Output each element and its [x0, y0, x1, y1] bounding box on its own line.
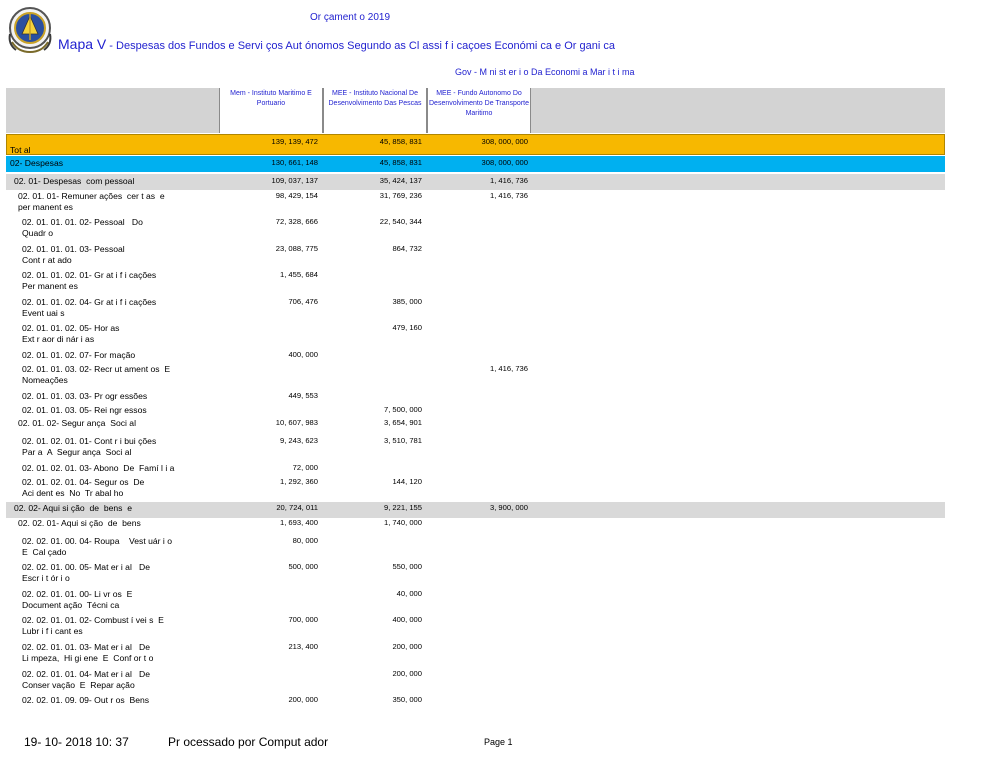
footer-page-number: Page 1 — [484, 737, 513, 747]
row-value-col2: 45, 858, 831 — [379, 137, 422, 146]
row-value-col1: 1, 693, 400 — [279, 518, 318, 527]
row-value-col1: 72, 328, 666 — [275, 217, 318, 226]
row-value-col1: 20, 724, 011 — [276, 503, 318, 512]
row-label: 02. 02. 01. 09. 09- Out r os Bens — [22, 695, 150, 705]
row-value-col1: 700, 000 — [288, 615, 318, 624]
map-title — [58, 36, 615, 52]
row-value-col2: 7, 500, 000 — [383, 405, 422, 414]
column-header-indp: MEE - Instituto Nacional De Desenvolvimento Das Pescas — [323, 88, 427, 133]
row-value-col2: 40, 000 — [396, 589, 422, 598]
row-value-col1: 1, 455, 684 — [279, 270, 318, 279]
row-label: 02. 02. 01. 01. 04- Mat er i al De Conser vação E Repar ação — [22, 669, 151, 690]
row-value-col2: 385, 000 — [392, 297, 422, 306]
row-value-col2: 3, 654, 901 — [383, 418, 422, 427]
row-label: 02. 01. 01. 03. 03- Pr ogr essões — [22, 391, 148, 401]
row-label: 02. 01. 02. 01. 03- Abono De Famí l i a — [22, 463, 175, 473]
row-value-col1: 98, 429, 154 — [275, 191, 318, 200]
row-value-col1: 500, 000 — [288, 562, 318, 571]
row-label: 02. 01. 02- Segur ança Soci al — [18, 418, 137, 428]
row-value-col2: 479, 160 — [392, 323, 422, 332]
table-header-band — [6, 88, 945, 133]
row-value-col2: 864, 732 — [392, 244, 422, 253]
row-label: 02. 02. 01. 00. 04- Roupa Vest uár i o E Cal çado — [22, 536, 173, 557]
budget-title: Or çament o 2019 — [309, 12, 391, 23]
row-value-col2: 35, 424, 137 — [379, 176, 422, 185]
footer-processed: Pr ocessado por Comput ador — [168, 735, 329, 749]
row-value-col2: 3, 510, 781 — [383, 436, 422, 445]
row-value-col1: 139, 139, 472 — [271, 137, 318, 146]
row-label: 02. 01. 02. 01. 04- Segur os De Aci dent es No Tr abal ho — [22, 477, 145, 498]
row-label: Tot al — [10, 145, 31, 155]
row-value-col1: 9, 243, 623 — [279, 436, 318, 445]
row-value-col3: 308, 000, 000 — [481, 137, 528, 146]
row-value-col1: 706, 476 — [288, 297, 318, 306]
row-value-col3: 3, 900, 000 — [489, 503, 528, 512]
row-label: 02. 01. 01. 03. 05- Rei ngr essos — [22, 405, 147, 415]
row-label: 02. 01- Despesas com pessoal — [14, 176, 135, 186]
row-value-col1: 130, 661, 148 — [271, 158, 318, 167]
row-label: 02- Despesas — [10, 158, 64, 168]
map-title-rest: - Despesas dos Fundos e Servi ços Aut ónomos Segundo as Cl assi f i caçoes Económi ca e Or gani ca — [106, 40, 615, 52]
row-value-col1: 213, 400 — [288, 642, 318, 651]
government-ministry-line: Gov - M ni st er i o Da Economi a Mar i t i ma — [455, 67, 635, 77]
row-value-col1: 72, 000 — [292, 463, 318, 472]
row-value-col1: 10, 607, 983 — [275, 418, 318, 427]
row-value-col2: 200, 000 — [392, 642, 422, 651]
row-value-col3: 1, 416, 736 — [489, 191, 528, 200]
row-value-col1: 200, 000 — [288, 695, 318, 704]
row-label: 02. 02. 01. 01. 02- Combust í vei s E Lubr i f i cant es — [22, 615, 164, 636]
row-label: 02. 02. 01. 01. 03- Mat er i al De Li mpeza, Hi gi ene E Conf or t o — [22, 642, 154, 663]
row-value-col2: 1, 740, 000 — [383, 518, 422, 527]
row-label: 02. 01. 02. 01. 01- Cont r i bui ções Par a A Segur ança Soci al — [22, 436, 157, 457]
row-label: 02. 01. 01. 02. 04- Gr at i f i cações Event uai s — [22, 297, 157, 318]
row-label: 02. 01. 01. 01. 03- Pessoal Cont r at ado — [22, 244, 125, 265]
row-label: 02. 01. 01. 01. 02- Pessoal Do Quadr o — [22, 217, 143, 238]
row-value-col3: 1, 416, 736 — [489, 176, 528, 185]
row-label: 02. 02. 01. 00. 05- Mat er i al De Escr i t ór i o — [22, 562, 151, 583]
column-header-imp: Mem - Instituto Maritimo E Portuario — [219, 88, 323, 133]
row-value-col2: 9, 221, 155 — [383, 503, 422, 512]
column-header-fadtm: MEE - Fundo Autonomo Do Desenvolvimento De Transporte Maritimo — [427, 88, 531, 133]
row-label: 02. 02. 01- Aqui si ção de bens — [18, 518, 141, 528]
row-value-col2: 400, 000 — [392, 615, 422, 624]
row-label: 02. 01. 01. 02. 05- Hor as Ext r aor di nár i as — [22, 323, 120, 344]
row-value-col1: 449, 553 — [288, 391, 318, 400]
row-value-col3: 1, 416, 736 — [489, 364, 528, 373]
row-label: 02. 02- Aqui si ção de bens e — [14, 503, 133, 513]
row-label: 02. 01. 01. 02. 01- Gr at i f i cações Per manent es — [22, 270, 157, 291]
row-value-col1: 80, 000 — [292, 536, 318, 545]
row-value-col1: 23, 088, 775 — [275, 244, 318, 253]
row-value-col1: 1, 292, 360 — [279, 477, 318, 486]
map-title-prefix: Mapa V — [58, 36, 107, 52]
row-value-col2: 144, 120 — [392, 477, 422, 486]
row-value-col1: 400, 000 — [288, 350, 318, 359]
row-value-col2: 350, 000 — [392, 695, 422, 704]
row-value-col2: 31, 769, 236 — [379, 191, 422, 200]
row-value-col2: 22, 540, 344 — [379, 217, 422, 226]
row-value-col1: 109, 037, 137 — [271, 176, 318, 185]
row-value-col2: 45, 858, 831 — [379, 158, 422, 167]
row-value-col2: 200, 000 — [392, 669, 422, 678]
footer-date: 19- 10- 2018 10: 37 — [24, 735, 129, 749]
row-label: 02. 01. 01- Remuner ações cer t as e per manent es — [18, 191, 165, 212]
row-label: 02. 02. 01. 01. 00- Li vr os E Document ação Técni ca — [22, 589, 133, 610]
row-label: 02. 01. 01. 02. 07- For mação — [22, 350, 136, 360]
row-value-col3: 308, 000, 000 — [481, 158, 528, 167]
row-value-col2: 550, 000 — [392, 562, 422, 571]
row-label: 02. 01. 01. 03. 02- Recr ut ament os E Nomeações — [22, 364, 171, 385]
coat-of-arms-logo — [4, 4, 56, 56]
